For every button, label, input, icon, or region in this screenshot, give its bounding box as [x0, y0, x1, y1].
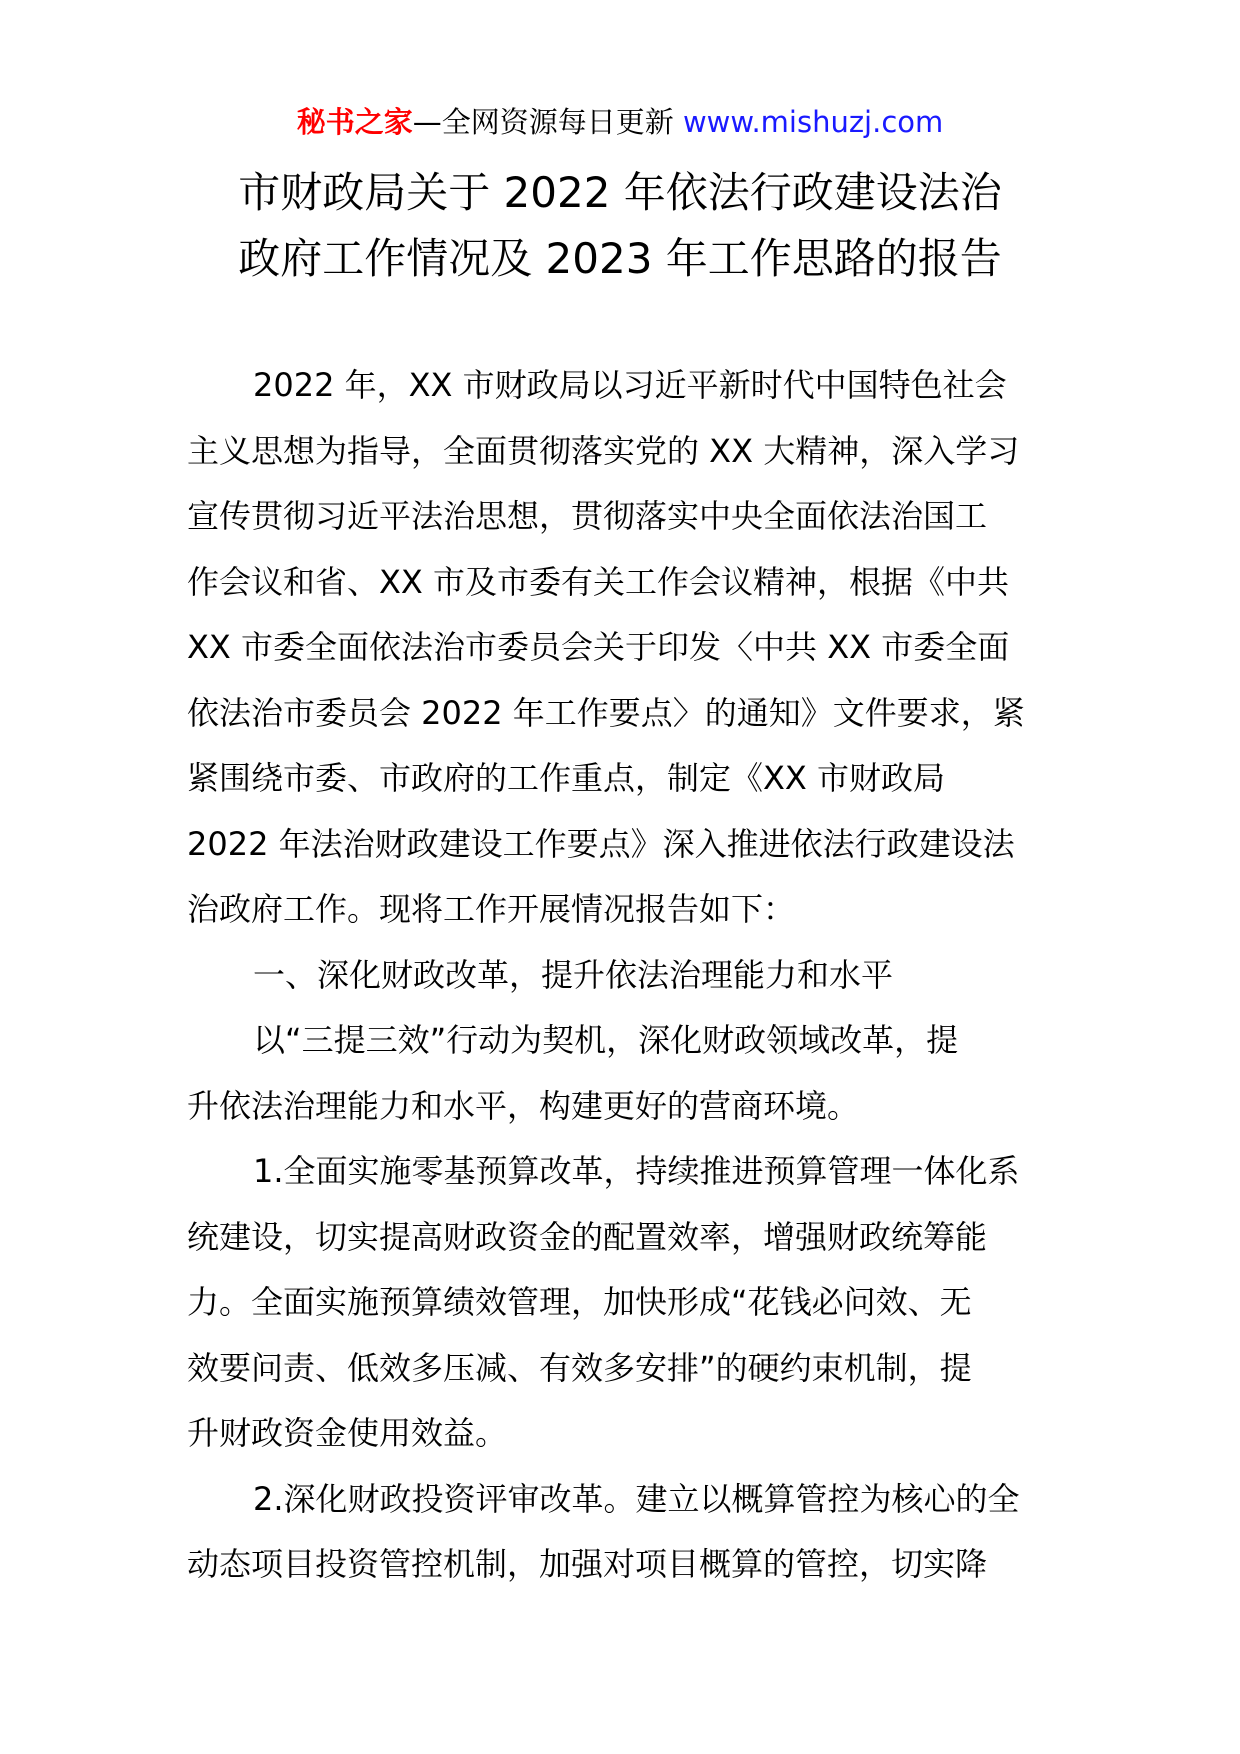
body-line: 主义思想为指导，全面贯彻落实党的 XX 大精神，深入学习 — [187, 431, 1020, 470]
title-line-1: 市财政局关于 2022 年依法行政建设法治 — [238, 168, 1002, 217]
body-line: 力。全面实施预算绩效管理，加快形成“花钱必问效、无 — [187, 1283, 972, 1321]
document-title — [0, 160, 1240, 292]
body-line: XX 市委全面依法治市委员会关于印发〈中共 XX 市委全面 — [187, 628, 1010, 666]
body-line: 2022 年法治财政建设工作要点》深入推进依法行政建设法 — [187, 824, 1015, 863]
body-line: 2022 年，XX 市财政局以习近平新时代中国特色社会 — [253, 366, 1007, 404]
body-line: 2.深化财政投资评审改革。建立以概算管控为核心的全 — [253, 1479, 1020, 1518]
body-line: 统建设，切实提高财政资金的配置效率，增强财政统筹能 — [187, 1217, 988, 1256]
body-line: 升依法治理能力和水平，构建更好的营商环境。 — [187, 1086, 860, 1125]
section-heading: 一、深化财政改革，提升依法治理能力和水平 — [253, 955, 894, 994]
body-line: 紧围绕市委、市政府的工作重点，制定《XX 市财政局 — [187, 759, 946, 797]
site-header — [0, 100, 1240, 144]
header-slogan: —全网资源每日更新 — [412, 105, 683, 139]
brand-name: 秘书之家 — [296, 105, 413, 139]
body-line: 动态项目投资管控机制，加强对项目概算的管控，切实降 — [187, 1545, 988, 1583]
title-line-2: 政府工作情况及 2023 年工作思路的报告 — [238, 234, 1002, 283]
document-body — [187, 353, 1057, 1598]
body-line: 作会议和省、XX 市及市委有关工作会议精神，根据《中共 — [187, 562, 1010, 601]
body-line: 宣传贯彻习近平法治思想，贯彻落实中央全面依法治国工 — [187, 497, 988, 535]
body-line: 效要问责、低效多压减、有效多安排”的硬约束机制，提 — [187, 1348, 972, 1387]
body-line: 治政府工作。现将工作开展情况报告如下： — [187, 890, 796, 928]
site-url-link[interactable]: www.mishuzj.com — [682, 105, 944, 139]
body-line: 依法治市委员会 2022 年工作要点〉的通知》文件要求，紧 — [187, 693, 1025, 732]
body-line: 升财政资金使用效益。 — [187, 1414, 508, 1452]
body-line: 1.全面实施零基预算改革，持续推进预算管理一体化系 — [253, 1152, 1020, 1190]
body-line: 以“三提三效”行动为契机，深化财政领域改革，提 — [253, 1021, 959, 1059]
